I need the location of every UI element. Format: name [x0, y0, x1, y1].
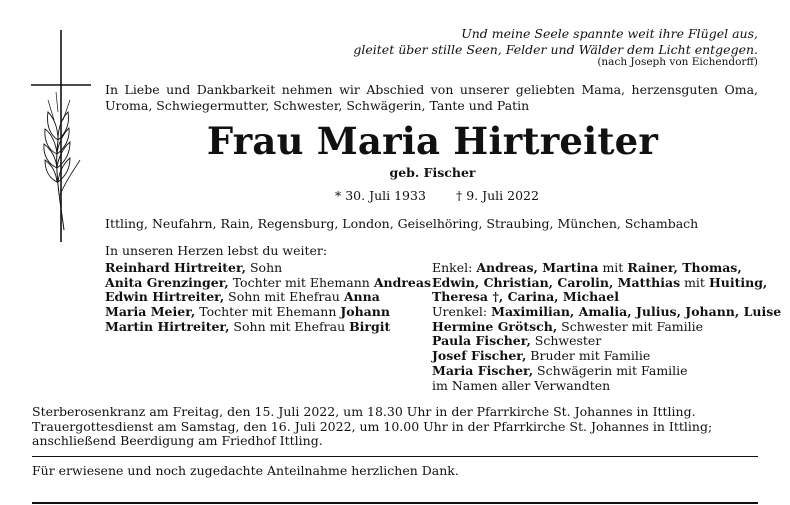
person-name: Maximilian, Amalia, Julius, Johann, Luise	[491, 304, 782, 320]
relation-text: mit	[680, 274, 709, 290]
person-name: Huiting,	[708, 274, 768, 290]
mourner-row	[432, 261, 781, 276]
mourner-row	[432, 349, 781, 364]
thanks-text: Für erwiesene und noch zugedachte Anteilnahme herzlichen Dank.	[32, 463, 459, 478]
mourner-row	[432, 290, 781, 305]
person-name: Rainer, Thomas,	[627, 260, 742, 275]
relation-text: im Namen aller Verwandten	[432, 377, 611, 393]
mourners-right-column	[432, 261, 781, 393]
services-line-1: Sterberosenkranz am Freitag, den 15. Juli 2022, um 18.30 Uhr in der Pfarrkirche St. Johannes in Ittling.	[32, 404, 696, 419]
person-name: Anna	[343, 289, 380, 305]
person-name: Hermine Grötsch,	[432, 318, 558, 334]
person-name: Edwin Hirtreiter,	[105, 289, 225, 305]
person-name: Andreas, Martina	[476, 260, 599, 275]
mourner-row	[432, 364, 781, 379]
intro-line-2: Uroma, Schwiegermutter, Schwester, Schwägerin, Tante und Patin	[105, 98, 530, 113]
relation-text: Enkel:	[432, 260, 477, 275]
person-name: Maria Fischer,	[432, 362, 534, 378]
person-name: Johann	[340, 304, 390, 320]
relation-text: Bruder mit Familie	[526, 348, 651, 364]
mourners-left-column	[105, 261, 431, 334]
person-name: Josef Fischer,	[432, 348, 527, 364]
bottom-border	[32, 502, 758, 504]
person-name: Paula Fischer,	[432, 333, 531, 349]
deceased-name: Frau Maria Hirtreiter	[206, 119, 659, 163]
relation-text: Tochter mit Ehemann	[195, 304, 341, 320]
person-name: Reinhard Hirtreiter,	[105, 260, 247, 275]
quote-line-1: Und meine Seele spannte weit ihre Flügel aus,	[461, 26, 758, 41]
mourner-row	[432, 276, 781, 291]
relation-text: Sohn mit Ehefrau	[229, 318, 350, 334]
mourner-row	[432, 334, 781, 349]
mourner-row	[105, 276, 431, 291]
mourner-row	[105, 261, 431, 276]
person-name: Theresa †, Carina, Michael	[432, 289, 619, 305]
mourner-row	[432, 320, 781, 335]
services-line-3: anschließend Beerdigung am Friedhof Ittling.	[32, 433, 323, 449]
mourner-row	[105, 320, 431, 335]
person-name: Martin Hirtreiter,	[105, 318, 230, 334]
places-line: Ittling, Neufahrn, Rain, Regensburg, London, Geiselhöring, Straubing, München, Schambach	[105, 216, 699, 231]
relation-text: Schwester mit Familie	[557, 318, 704, 334]
person-name: Andreas	[373, 274, 432, 290]
services-line-2: Trauergottesdienst am Samstag, den 16. Juli 2022, um 10.00 Uhr in der Pfarrkirche St. Johannes in Ittling;	[32, 418, 713, 434]
person-name: Birgit	[349, 318, 391, 334]
intro-text	[105, 82, 758, 114]
divider	[32, 456, 758, 457]
relation-text: Schwägerin mit Familie	[533, 362, 688, 378]
quote-line-2: gleitet über stille Seen, Felder und Wälder dem Licht entgegen.	[353, 42, 758, 57]
person-name: Maria Meier,	[105, 304, 196, 320]
mourner-row	[432, 379, 781, 394]
relation-text: Schwester	[530, 333, 602, 349]
intro-line-1: In Liebe und Dankbarkeit nehmen wir Abschied von unserer geliebten Mama, herzensguten Oma,	[105, 82, 758, 97]
person-name: Edwin, Christian, Carolin, Matthias	[432, 274, 681, 290]
mourner-row	[105, 290, 431, 305]
maiden-name: geb. Fischer	[389, 165, 476, 180]
services-text	[32, 405, 758, 449]
relation-text: Sohn mit Ehefrau	[224, 289, 344, 305]
death-date: † 9. Juli 2022	[456, 188, 539, 203]
relation-text: Urenkel:	[432, 304, 492, 320]
mourner-row	[105, 305, 431, 320]
relation-text: Tochter mit Ehemann	[228, 274, 374, 290]
quote-source: (nach Joseph von Eichendorff)	[597, 56, 758, 68]
mourners-intro: In unseren Herzen lebst du weiter:	[105, 243, 328, 258]
person-name: Anita Grenzinger,	[105, 274, 229, 290]
quote	[353, 26, 758, 58]
mourner-row	[432, 305, 781, 320]
relation-text: mit	[598, 260, 628, 275]
birth-date: * 30. Juli 1933	[335, 188, 426, 203]
relation-text: Sohn	[246, 260, 283, 275]
